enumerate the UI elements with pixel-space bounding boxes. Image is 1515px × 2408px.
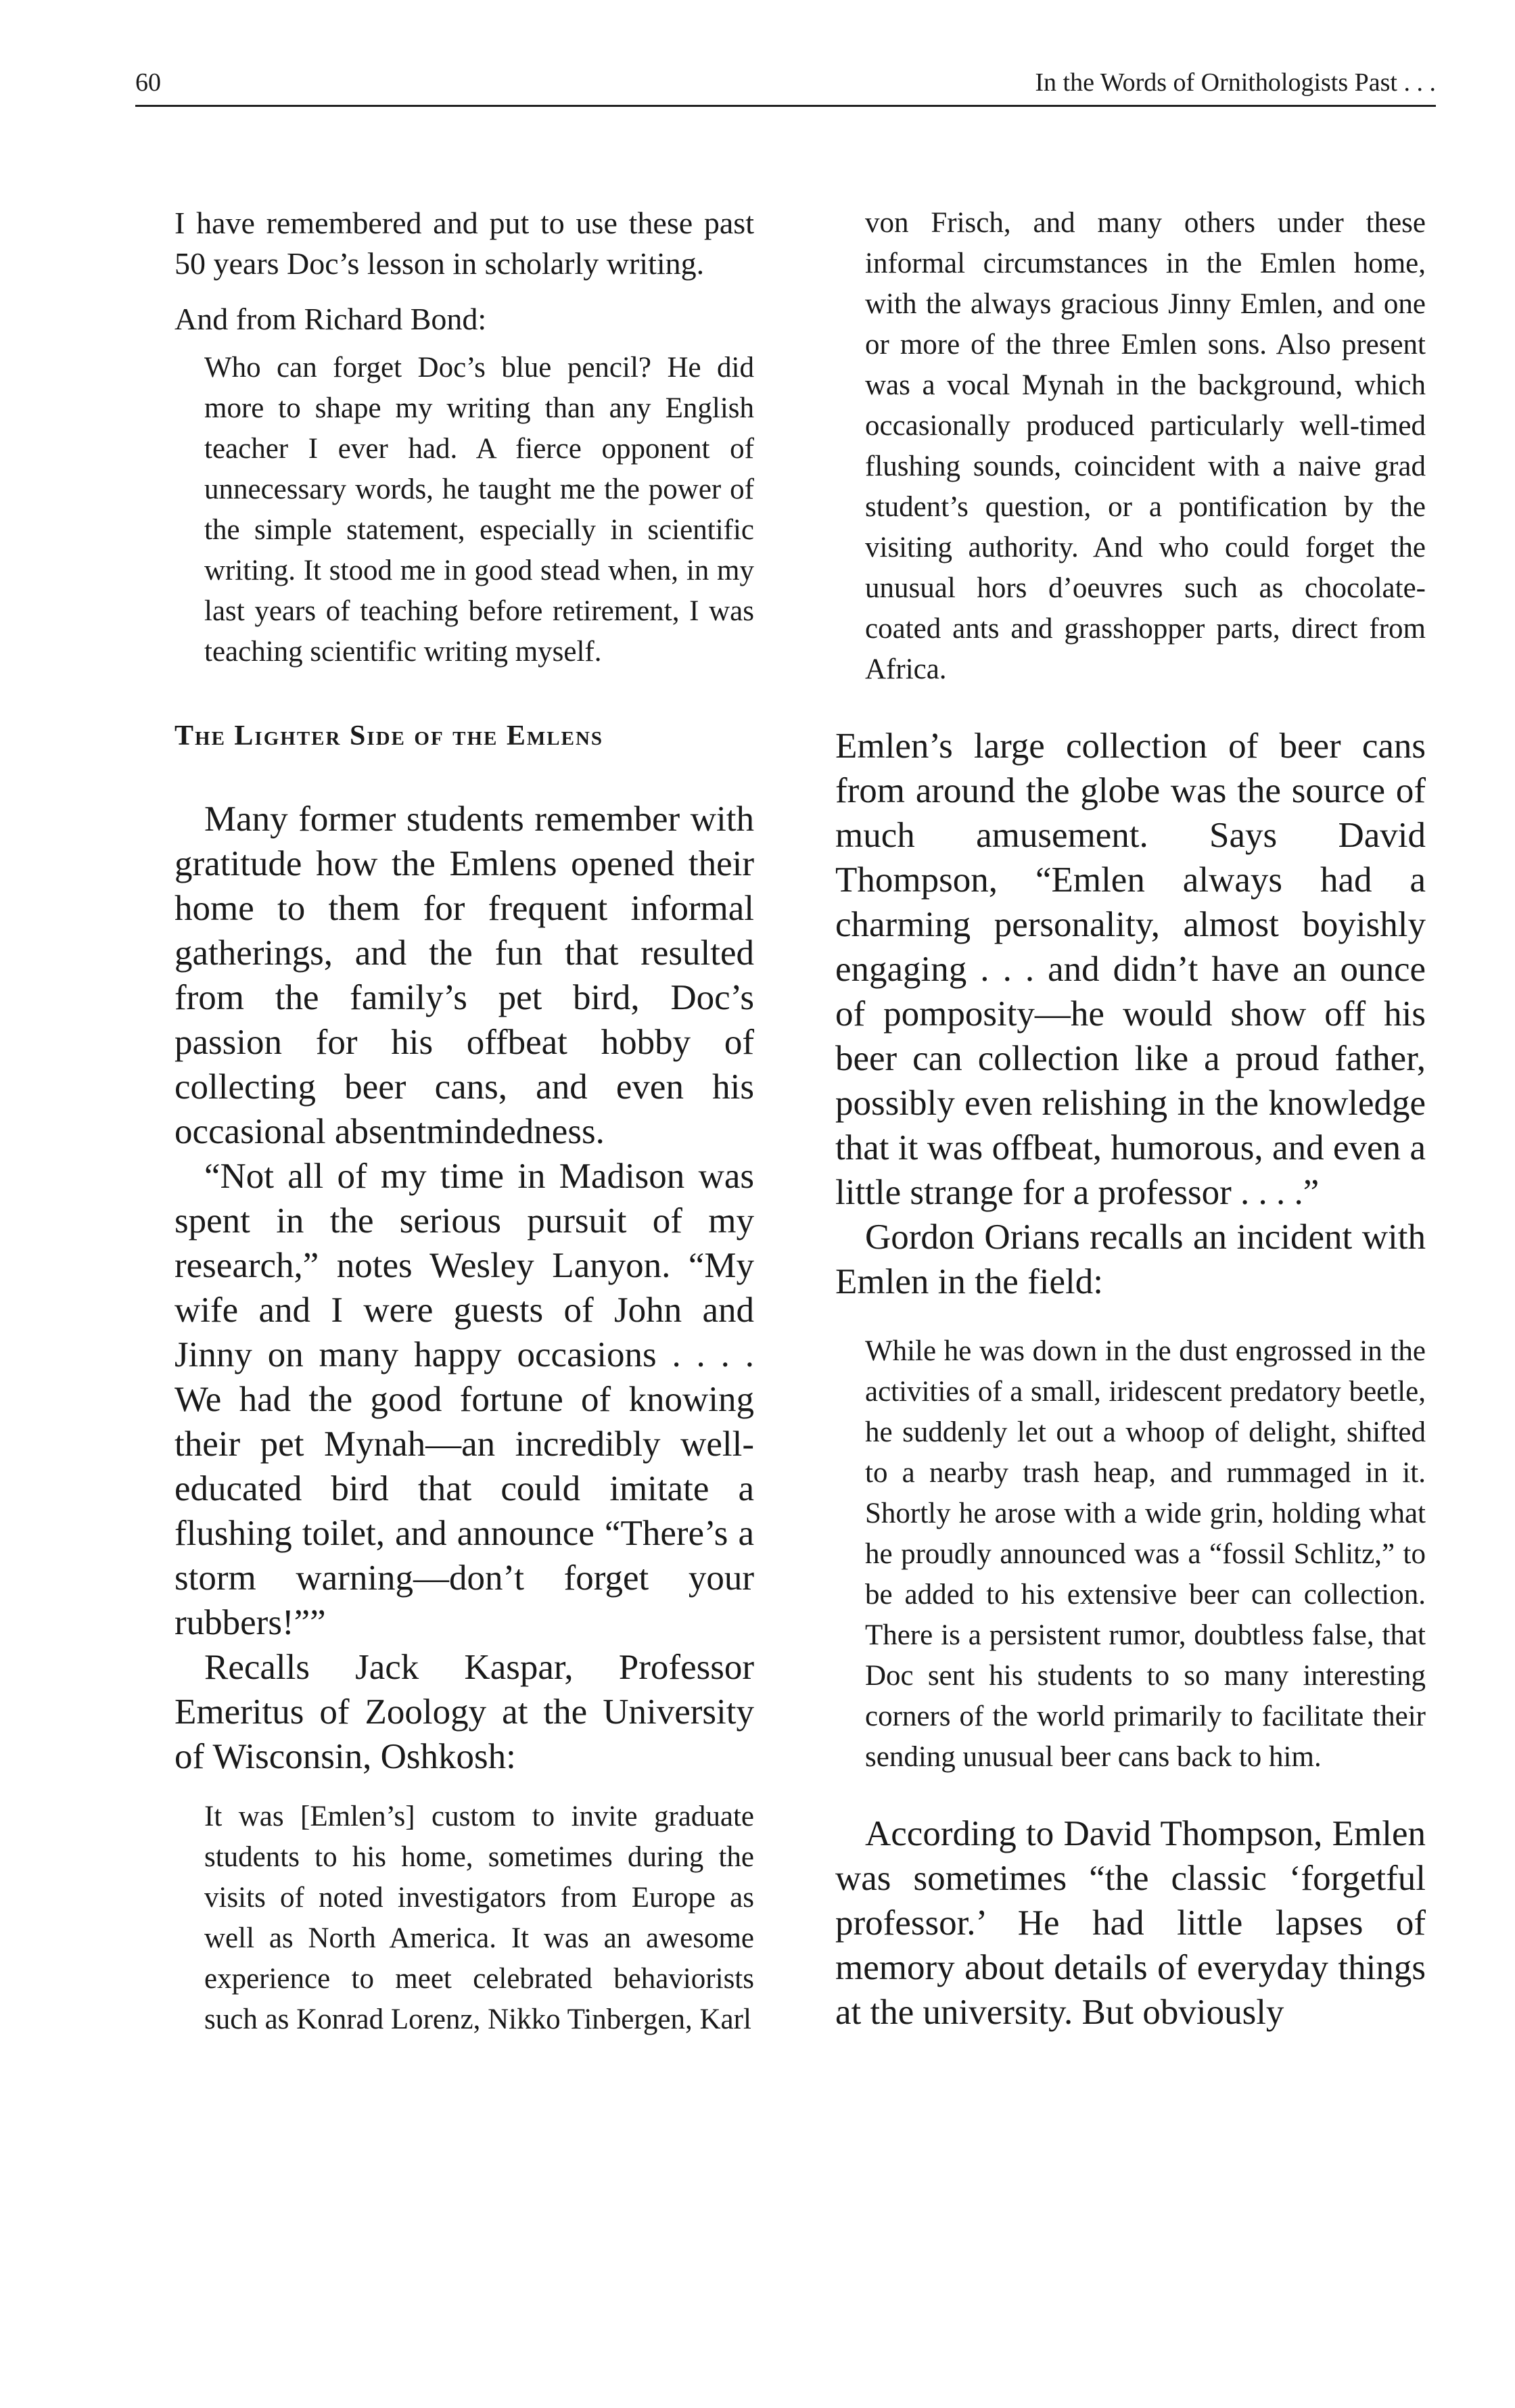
left-column [174,203,754,2040]
running-title: In the Words of Ornithologists Past . . . [1035,68,1436,97]
paragraph: Emlen’s large collection of beer cans from around the globe was the source of much amusement. Says David Thompson, “Emlen always had a charming personality, almost boyishly engaging . . . and didn’t have an ounce of pomposity—he would show off his beer can collection like a proud father, possibly even relishing in the knowledge that it was offbeat, humorous, and even a little strange for a professor . . . .” [835,726,1426,1212]
block-quote: Who can forget Doc’s blue pencil? He did more to shape my writing than any English teacher I ever had. A fierce opponent of unnecessary words, he taught me the power of the simple statement, especially in scientific writing. It stood me in good stead when, in my last years of teaching before retirement, I was teaching scientific writing myself. [204,352,754,668]
right-column [835,203,1426,2035]
block-quote: While he was down in the dust engrossed in the activities of a small, iridescent predatory beetle, he suddenly let out a whoop of delight, shifted to a nearby trash heap, and rummaged in it. Shortly he arose with a wide grin, holding what he proudly announced was a “fossil Schlitz,” to be added to his extensive beer can collection. There is a persistent rumor, doubtless false, that Doc sent his students to so many interesting corners of the world primarily to facilitate their sending unusual beer cans back to him. [865,1335,1426,1773]
paragraph: According to David Thompson, Emlen was sometimes “the classic ‘forgetful professor.’ He had little lapses of memory about details of everyday things at the university. But obviously [835,1814,1426,2032]
header-rule [135,105,1436,107]
paragraph: And from Richard Bond: [174,302,487,336]
paragraph: Gordon Orians recalls an incident with Emlen in the field: [835,1218,1426,1301]
paragraph: Recalls Jack Kaspar, Professor Emeritus of Zoology at the University of Wisconsin, Oshkosh: [174,1648,754,1776]
paragraph: I have remembered and put to use these past 50 years Doc’s lesson in scholarly writing. [174,206,754,281]
block-quote: von Frisch, and many others under these informal circumstances in the Emlen home, with the always gracious Jinny Emlen, and one or more of the three Emlen sons. Also present was a vocal Mynah in the background, which occasionally produced particularly well-timed flushing sounds, coincident with a naive grad student’s question, or a pontification by the visiting authority. And who could forget the unusual hors d’oeuvres such as chocolate-coated ants and grasshopper parts, direct from Africa. [865,207,1426,685]
page-number: 60 [135,68,161,97]
page-header [135,62,1436,103]
paragraph: “Not all of my time in Madison was spent in the serious pursuit of my research,” notes Wesley Lanyon. “My wife and I were guests of John and Jinny on many happy occasions . . . . We had the good fortune of knowing their pet Mynah—an incredibly well-educated bird that could imitate a flushing toilet, and announce “There’s a storm warning—don’t forget your rubbers!”” [174,1157,754,1642]
block-quote: It was [Emlen’s] custom to invite graduate students to his home, sometimes during the visits of noted investigators from Europe as well as North America. It was an awesome experience to meet celebrated behaviorists such as Konrad Lorenz, Nikko Tinbergen, Karl [204,1801,754,2035]
paragraph: Many former students remember with gratitude how the Emlens opened their home to them for frequent informal gatherings, and the fun that resulted from the family’s pet bird, Doc’s passion for his offbeat hobby of collecting beer cans, and even his occasional absentmindedness. [174,800,754,1151]
section-heading: The Lighter Side of the Emlens [174,720,604,751]
